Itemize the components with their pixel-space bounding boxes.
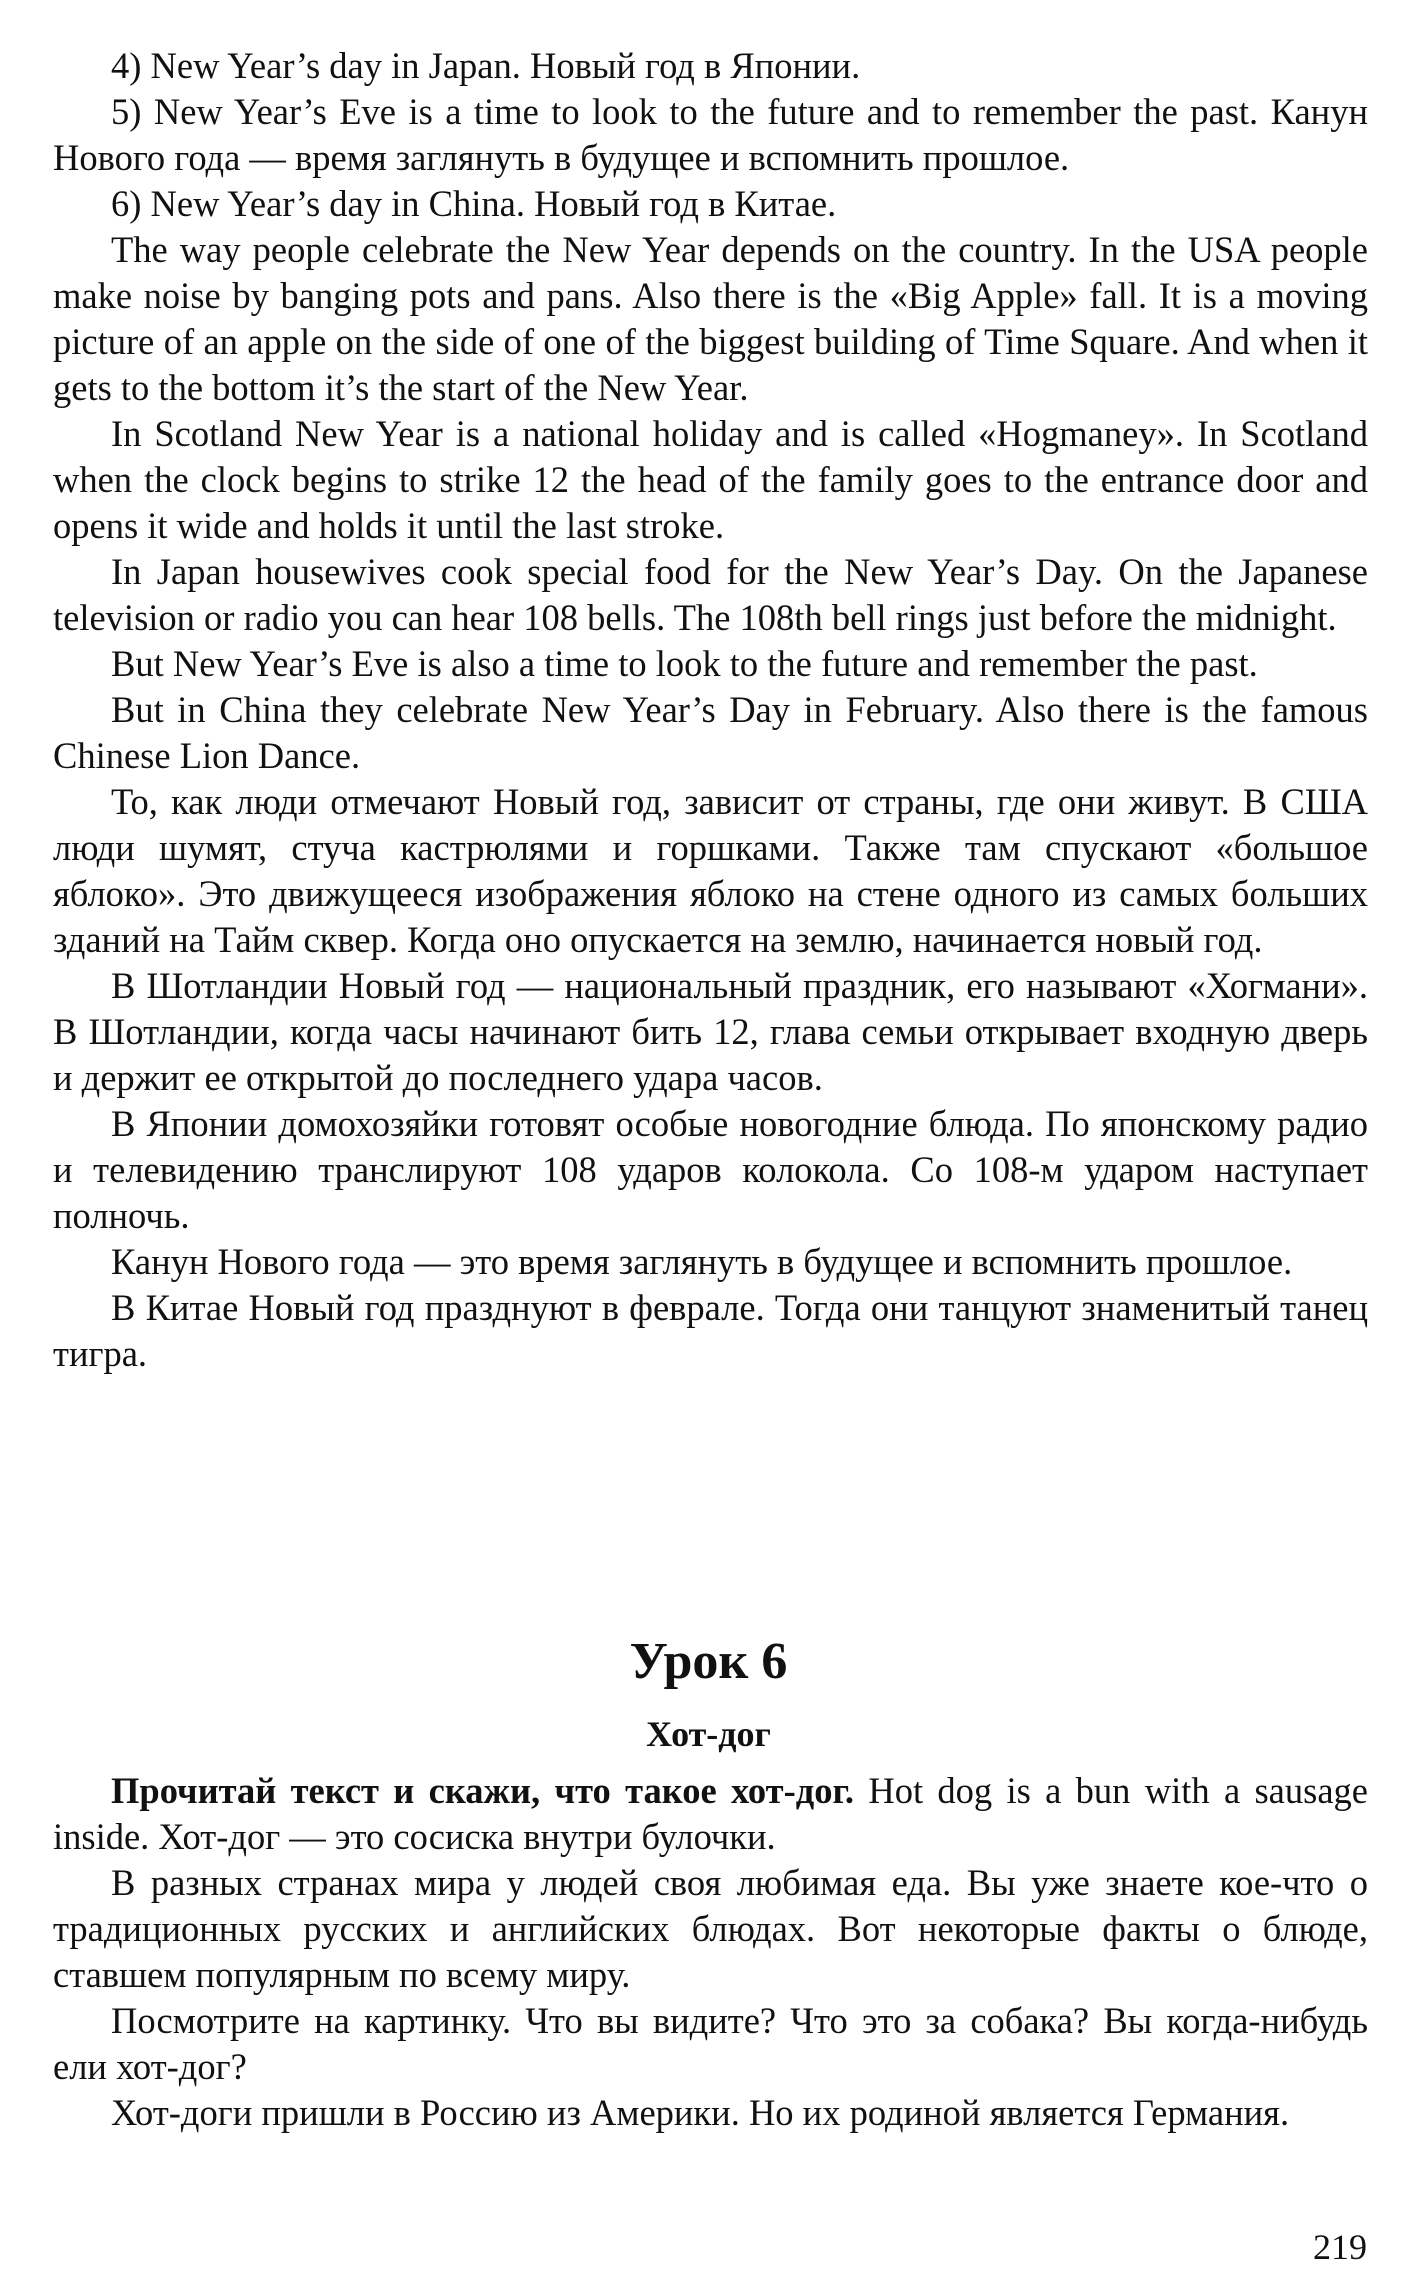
paragraph: 6) New Year’s day in China. Новый год в Китае. — [111, 183, 837, 224]
lesson-title: Урок 6 — [629, 1633, 788, 1690]
lesson-subtitle: Хот-дог — [646, 1714, 771, 1754]
paragraph: But New Year’s Eve is also a time to look to the future and remember the past. — [111, 643, 1258, 684]
hot-dog-text — [53, 1768, 1368, 2136]
paragraph: The way people celebrate the New Year depends on the country. In the USA people make noise by banging pots and pans. Also there is the «Big Apple» fall. It is a moving picture of an apple on the side of one of the biggest building of Time Square. And when it gets to the bottom it’s the start of the New Year. — [53, 229, 1368, 408]
paragraph: Хот-доги пришли в Россию из Америки. Но их родиной является Германия. — [111, 2092, 1290, 2133]
paragraph: В Шотландии Новый год — национальный праздник, его называют «Хогмани». В Шотландии, когда часы начинают бить 12, глава семьи открывает входную дверь и держит ее открытой до последнего удара часов. — [53, 965, 1368, 1098]
intro-text: Hot dog is a bun with a sausage inside. Хот-дог — это сосиска внутри булочки. — [53, 1770, 1368, 1857]
paragraph: In Scotland New Year is a national holiday and is called «Hogmaney». In Scotland when the clock begins to strike 12 the head of the family goes to the entrance door and opens it wide and holds it until the last stroke. — [53, 413, 1368, 546]
paragraph: Посмотрите на картинку. Что вы видите? Что это за собака? Вы когда-нибудь ели хот-дог? — [53, 2000, 1368, 2087]
paragraph: Канун Нового года — это время заглянуть в будущее и вспомнить прошлое. — [111, 1241, 1293, 1282]
paragraph: 4) New Year’s day in Japan. Новый год в Японии. — [111, 45, 861, 86]
paragraph: В Китае Новый год празднуют в феврале. Тогда они танцуют знаменитый танец тигра. — [53, 1287, 1368, 1374]
new-year-text — [53, 43, 1368, 1377]
paragraph: In Japan housewives cook special food for the New Year’s Day. On the Japanese television or radio you can hear 108 bells. The 108th bell rings just before the midnight. — [53, 551, 1368, 638]
paragraph: То, как люди отмечают Новый год, зависит от страны, где они живут. В США люди шумят, стуча кастрюлями и горшками. Также там спускают «большое яблоко». Это движущееся изображения яблоко на стене одного из самых больших зданий на Тайм сквер. Когда оно опускается на землю, начинается новый год. — [53, 781, 1368, 960]
paragraph: В разных странах мира у людей своя любимая еда. Вы уже знаете кое-что о традиционных русских и английских блюдах. Вот некоторые факты о блюде, ставшем популярным по всему миру. — [53, 1862, 1368, 1995]
paragraph: В Японии домохозяйки готовят особые новогодние блюда. По японскому радио и телевидению транслируют 108 ударов колокола. Со 108-м ударом наступает полночь. — [53, 1103, 1368, 1236]
task-instruction: Прочитай текст и скажи, что такое хот-дог. — [111, 1770, 855, 1811]
page-number: 219 — [1313, 2227, 1367, 2267]
paragraph: 5) New Year’s Eve is a time to look to the future and to remember the past. Канун Нового года — время заглянуть в будущее и вспомнить прошлое. — [53, 91, 1368, 178]
paragraph: But in China they celebrate New Year’s Day in February. Also there is the famous Chinese Lion Dance. — [53, 689, 1368, 776]
intro-paragraph — [53, 1768, 1368, 1860]
